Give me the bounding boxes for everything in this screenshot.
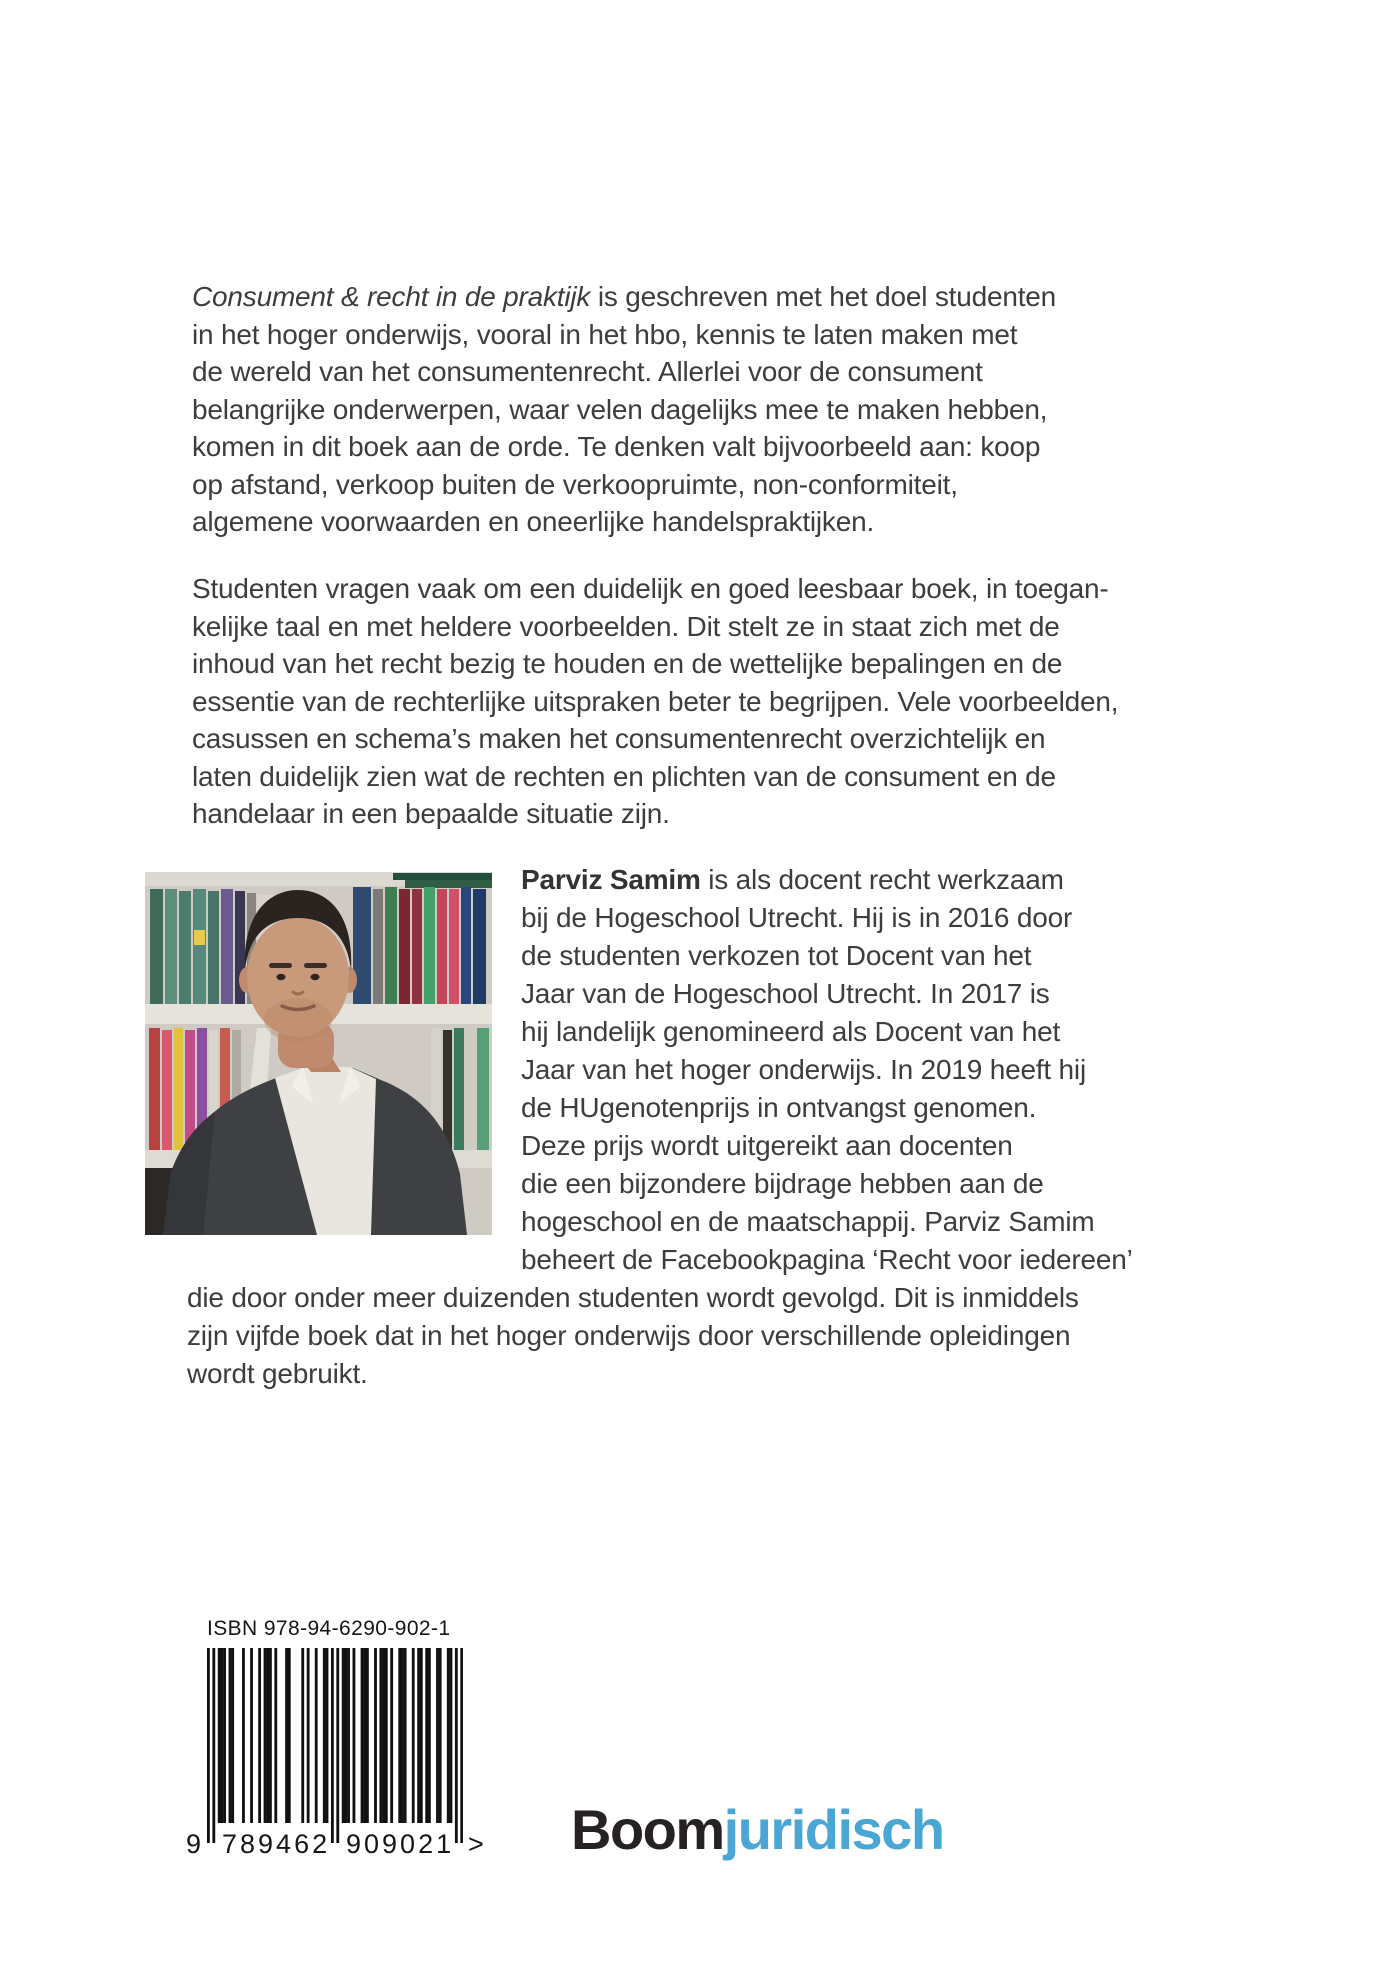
text-line: de HUgenotenprijs in ontvangst genomen. [521,1092,1037,1123]
text-line: in het hoger onderwijs, vooral in het hbo, kennis te laten maken met [192,318,1018,350]
text-line: de studenten verkozen tot Docent van het [521,940,1032,971]
text-line: die een bijzondere bijdrage hebben aan de [521,1168,1044,1199]
text-line: kelijke taal en met heldere voorbeelden. Dit stelt ze in staat zich met de [192,610,1060,642]
intro-first-line [192,278,1056,316]
intro-lead-rest: is geschreven met het doel studenten [590,281,1057,312]
logo-word-boom: Boom [571,1798,724,1861]
publisher-logo [571,1797,944,1862]
book-title-italic: Consument & recht in de praktijk [192,281,591,312]
barcode-digits-right: 909021 [346,1829,455,1859]
text-line: de wereld van het consumentenrecht. Allerlei voor de consument [192,356,983,387]
text-line: die door onder meer duizenden studenten wordt gevolgd. Dit is inmiddels [187,1282,1079,1313]
text-line: essentie van de rechterlijke uitspraken beter te begrijpen. Vele voorbeelden, [192,685,1119,717]
text-line: Jaar van de Hogeschool Utrecht. In 2017 is [521,978,1050,1009]
text-line: Studenten vragen vaak om een duidelijk en goed leesbaar boek, in toegan- [192,573,1109,604]
author-bio [521,861,1133,1279]
author-bio-continuation [187,1279,1079,1393]
text-line: inhoud van het recht bezig te houden en de wettelijke bepalingen en de [192,648,1063,679]
intro-paragraph [192,278,1056,541]
ean-barcode [207,1648,463,1844]
text-line: Jaar van het hoger onderwijs. In 2019 heeft hij [521,1054,1086,1085]
second-paragraph [192,570,1118,833]
author-photo [145,872,492,1235]
isbn-label: ISBN 978-94-6290-902-1 [207,1617,451,1640]
text-line: algemene voorwaarden en oneerlijke handelspraktijken. [192,506,875,537]
bio-lead-rest: is als docent recht werkzaam [700,864,1064,895]
author-name: Parviz Samim [521,864,701,895]
text-line: Deze prijs wordt uitgereikt aan docenten [521,1130,1013,1161]
logo-word-juridisch: juridisch [723,1798,944,1861]
text-line: beheert de Facebookpagina ‘Recht voor iedereen’ [521,1244,1133,1275]
text-line: wordt gebruikt. [187,1358,368,1389]
text-line: zijn vijfde boek dat in het hoger onderwijs door verschillende opleidingen [187,1320,1071,1351]
text-line: op afstand, verkoop buiten de verkoopruimte, non-conformiteit, [192,468,958,500]
text-line: laten duidelijk zien wat de rechten en plichten van de consument en de [192,760,1056,792]
barcode-arrow: > [468,1829,484,1859]
barcode-digits-left: 789462 [222,1829,331,1859]
barcode-digit-lead: 9 [186,1829,202,1859]
text-line: belangrijke onderwerpen, waar velen dagelijks mee te maken hebben, [192,393,1048,425]
text-line: casussen en schema’s maken het consumentenrecht overzichtelijk en [192,723,1046,754]
text-line: hogeschool en de maatschappij. Parviz Samim [521,1206,1095,1237]
bio-first-line [521,861,1133,899]
text-line: bij de Hogeschool Utrecht. Hij is in 2016 door [521,902,1073,933]
text-line: handelaar in een bepaalde situatie zijn. [192,798,670,829]
text-line: komen in dit boek aan de orde. Te denken valt bijvoorbeeld aan: koop [192,431,1041,462]
text-line: hij landelijk genomineerd als Docent van het [521,1016,1061,1047]
